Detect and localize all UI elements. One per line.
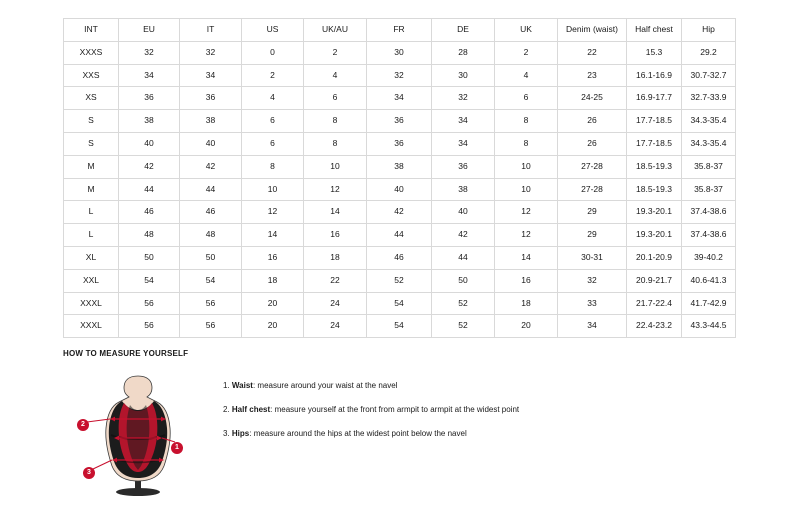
cell-uk: 10 (495, 155, 558, 178)
cell-eu: 54 (119, 269, 180, 292)
cell-it: 56 (180, 292, 242, 315)
measure-note-waist (223, 380, 519, 392)
cell-denim-waist: 32 (558, 269, 627, 292)
cell-int: M (64, 155, 119, 178)
how-to-measure-section (63, 349, 763, 497)
cell-us: 16 (242, 246, 304, 269)
cell-it: 54 (180, 269, 242, 292)
cell-half-chest: 19.3-20.1 (627, 201, 682, 224)
cell-eu: 40 (119, 132, 180, 155)
column-header-denim-waist: Denim (waist) (558, 19, 627, 42)
note-number-3: 3. (223, 429, 230, 438)
cell-fr: 52 (367, 269, 432, 292)
table-row (64, 178, 736, 201)
table-row (64, 132, 736, 155)
cell-fr: 30 (367, 41, 432, 64)
cell-uk-au: 12 (304, 178, 367, 201)
cell-fr: 32 (367, 64, 432, 87)
cell-fr: 44 (367, 224, 432, 247)
note-text-waist: : measure around your waist at the navel (252, 381, 398, 390)
cell-eu: 34 (119, 64, 180, 87)
cell-int: L (64, 224, 119, 247)
cell-us: 8 (242, 155, 304, 178)
cell-denim-waist: 26 (558, 132, 627, 155)
cell-denim-waist: 22 (558, 41, 627, 64)
cell-int: S (64, 110, 119, 133)
cell-int: XXXL (64, 315, 119, 338)
cell-denim-waist: 29 (558, 224, 627, 247)
cell-denim-waist: 34 (558, 315, 627, 338)
cell-de: 32 (432, 87, 495, 110)
cell-uk-au: 8 (304, 110, 367, 133)
cell-half-chest: 18.5-19.3 (627, 178, 682, 201)
mannequin-svg (83, 372, 193, 497)
cell-it: 42 (180, 155, 242, 178)
cell-de: 34 (432, 132, 495, 155)
cell-uk: 4 (495, 64, 558, 87)
cell-uk: 12 (495, 201, 558, 224)
table-row (64, 155, 736, 178)
cell-hip: 35.8-37 (682, 178, 736, 201)
cell-de: 52 (432, 315, 495, 338)
cell-uk-au: 4 (304, 64, 367, 87)
cell-uk: 18 (495, 292, 558, 315)
column-header-us: US (242, 19, 304, 42)
cell-us: 6 (242, 110, 304, 133)
cell-fr: 40 (367, 178, 432, 201)
cell-hip: 40.6-41.3 (682, 269, 736, 292)
table-row (64, 246, 736, 269)
table-row (64, 87, 736, 110)
table-row (64, 110, 736, 133)
mannequin-illustration (83, 372, 193, 497)
callout-badge-1: 1 (171, 442, 183, 454)
cell-denim-waist: 26 (558, 110, 627, 133)
cell-de: 38 (432, 178, 495, 201)
cell-de: 44 (432, 246, 495, 269)
cell-uk: 12 (495, 224, 558, 247)
cell-us: 20 (242, 292, 304, 315)
cell-eu: 46 (119, 201, 180, 224)
cell-denim-waist: 27-28 (558, 155, 627, 178)
cell-hip: 41.7-42.9 (682, 292, 736, 315)
cell-eu: 42 (119, 155, 180, 178)
cell-int: S (64, 132, 119, 155)
cell-half-chest: 17.7-18.5 (627, 132, 682, 155)
size-table-container (63, 18, 735, 338)
cell-it: 50 (180, 246, 242, 269)
cell-fr: 36 (367, 132, 432, 155)
cell-int: XXXL (64, 292, 119, 315)
cell-us: 0 (242, 41, 304, 64)
cell-hip: 34.3-35.4 (682, 132, 736, 155)
size-conversion-table (63, 18, 736, 338)
cell-us: 18 (242, 269, 304, 292)
cell-half-chest: 16.9-17.7 (627, 87, 682, 110)
cell-uk-au: 24 (304, 292, 367, 315)
cell-eu: 48 (119, 224, 180, 247)
cell-denim-waist: 24-25 (558, 87, 627, 110)
cell-int: M (64, 178, 119, 201)
cell-eu: 56 (119, 292, 180, 315)
column-header-eu: EU (119, 19, 180, 42)
cell-uk-au: 8 (304, 132, 367, 155)
cell-half-chest: 15.3 (627, 41, 682, 64)
cell-fr: 36 (367, 110, 432, 133)
cell-uk-au: 16 (304, 224, 367, 247)
cell-uk: 16 (495, 269, 558, 292)
measure-note-half-chest (223, 404, 519, 416)
cell-us: 6 (242, 132, 304, 155)
cell-de: 50 (432, 269, 495, 292)
cell-fr: 42 (367, 201, 432, 224)
cell-half-chest: 20.9-21.7 (627, 269, 682, 292)
cell-fr: 54 (367, 315, 432, 338)
cell-int: XS (64, 87, 119, 110)
cell-uk-au: 24 (304, 315, 367, 338)
cell-uk: 8 (495, 110, 558, 133)
cell-uk-au: 2 (304, 41, 367, 64)
measure-instructions (223, 380, 519, 452)
cell-hip: 34.3-35.4 (682, 110, 736, 133)
column-header-half-chest: Half chest (627, 19, 682, 42)
cell-de: 30 (432, 64, 495, 87)
column-header-de: DE (432, 19, 495, 42)
cell-int: L (64, 201, 119, 224)
column-header-uk: UK (495, 19, 558, 42)
note-term-hips: Hips (231, 429, 250, 438)
table-row (64, 64, 736, 87)
note-term-waist: Waist (231, 381, 253, 390)
cell-de: 36 (432, 155, 495, 178)
cell-fr: 34 (367, 87, 432, 110)
cell-hip: 37.4-38.6 (682, 224, 736, 247)
table-row (64, 201, 736, 224)
cell-it: 32 (180, 41, 242, 64)
cell-denim-waist: 23 (558, 64, 627, 87)
cell-half-chest: 18.5-19.3 (627, 155, 682, 178)
cell-eu: 38 (119, 110, 180, 133)
cell-half-chest: 19.3-20.1 (627, 224, 682, 247)
cell-it: 46 (180, 201, 242, 224)
column-header-it: IT (180, 19, 242, 42)
cell-uk-au: 10 (304, 155, 367, 178)
table-row (64, 41, 736, 64)
cell-uk-au: 18 (304, 246, 367, 269)
note-text-half-chest: : measure yourself at the front from armpit to armpit at the widest point (270, 405, 520, 414)
column-header-uk-au: UK/AU (304, 19, 367, 42)
note-term-half-chest: Half chest (231, 405, 271, 414)
note-number-1: 1. (223, 381, 230, 390)
note-number-2: 2. (223, 405, 230, 414)
cell-half-chest: 17.7-18.5 (627, 110, 682, 133)
measure-note-hips (223, 428, 519, 440)
cell-eu: 44 (119, 178, 180, 201)
cell-fr: 38 (367, 155, 432, 178)
cell-uk: 14 (495, 246, 558, 269)
cell-uk-au: 14 (304, 201, 367, 224)
cell-it: 44 (180, 178, 242, 201)
cell-uk: 6 (495, 87, 558, 110)
callout-badge-3: 3 (83, 467, 95, 479)
cell-it: 48 (180, 224, 242, 247)
cell-half-chest: 20.1-20.9 (627, 246, 682, 269)
cell-us: 12 (242, 201, 304, 224)
cell-us: 2 (242, 64, 304, 87)
measure-body (63, 368, 763, 497)
cell-de: 52 (432, 292, 495, 315)
cell-hip: 39-40.2 (682, 246, 736, 269)
cell-it: 34 (180, 64, 242, 87)
table-row (64, 224, 736, 247)
cell-int: XXS (64, 64, 119, 87)
column-header-fr: FR (367, 19, 432, 42)
column-header-int: INT (64, 19, 119, 42)
cell-int: XL (64, 246, 119, 269)
cell-it: 40 (180, 132, 242, 155)
cell-us: 20 (242, 315, 304, 338)
cell-eu: 36 (119, 87, 180, 110)
cell-hip: 43.3-44.5 (682, 315, 736, 338)
cell-half-chest: 22.4-23.2 (627, 315, 682, 338)
cell-de: 40 (432, 201, 495, 224)
cell-uk: 10 (495, 178, 558, 201)
cell-half-chest: 21.7-22.4 (627, 292, 682, 315)
table-row (64, 315, 736, 338)
cell-eu: 32 (119, 41, 180, 64)
cell-de: 28 (432, 41, 495, 64)
cell-eu: 50 (119, 246, 180, 269)
cell-it: 56 (180, 315, 242, 338)
cell-de: 34 (432, 110, 495, 133)
cell-hip: 37.4-38.6 (682, 201, 736, 224)
cell-denim-waist: 33 (558, 292, 627, 315)
cell-uk-au: 6 (304, 87, 367, 110)
cell-hip: 32.7-33.9 (682, 87, 736, 110)
cell-fr: 46 (367, 246, 432, 269)
table-row (64, 269, 736, 292)
cell-hip: 30.7-32.7 (682, 64, 736, 87)
cell-hip: 29.2 (682, 41, 736, 64)
cell-it: 38 (180, 110, 242, 133)
cell-de: 42 (432, 224, 495, 247)
callout-badge-2: 2 (77, 419, 89, 431)
cell-uk: 20 (495, 315, 558, 338)
cell-uk-au: 22 (304, 269, 367, 292)
cell-denim-waist: 30-31 (558, 246, 627, 269)
cell-int: XXXS (64, 41, 119, 64)
cell-half-chest: 16.1-16.9 (627, 64, 682, 87)
cell-uk: 8 (495, 132, 558, 155)
cell-denim-waist: 27-28 (558, 178, 627, 201)
table-row (64, 292, 736, 315)
cell-int: XXL (64, 269, 119, 292)
cell-fr: 54 (367, 292, 432, 315)
cell-us: 10 (242, 178, 304, 201)
table-header-row (64, 19, 736, 42)
cell-denim-waist: 29 (558, 201, 627, 224)
cell-uk: 2 (495, 41, 558, 64)
cell-eu: 56 (119, 315, 180, 338)
cell-it: 36 (180, 87, 242, 110)
cell-us: 14 (242, 224, 304, 247)
cell-us: 4 (242, 87, 304, 110)
note-text-hips: : measure around the hips at the widest point below the navel (249, 429, 467, 438)
section-title: HOW TO MEASURE YOURSELF (63, 349, 189, 358)
cell-hip: 35.8-37 (682, 155, 736, 178)
column-header-hip: Hip (682, 19, 736, 42)
